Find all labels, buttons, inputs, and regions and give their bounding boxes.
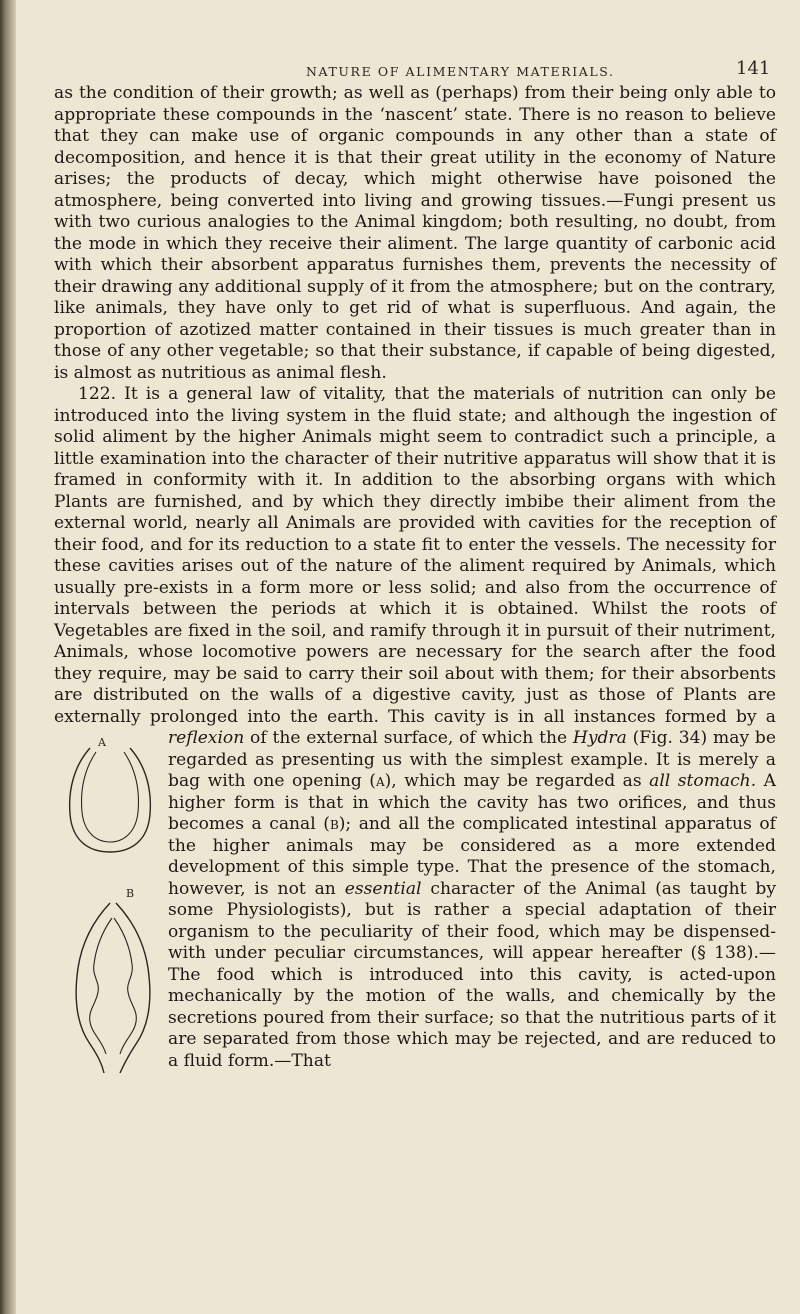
figure-illustration — [54, 728, 162, 1188]
figure-ref-a: a — [375, 771, 385, 791]
paragraph-text: character of the Animal (as taught by some Physiologists), but is rather a special adaptation of their organism to the peculiarity of their food, which may be dispensed-with under peculiar circumstances, will appear hereafter (§ 138).—The food which is introduced into this cavity, is acted-upon mechanically by the motion of the walls, and chemically by the secretions poured from their surface; so that the nutritious parts of it are separated from those which may be rejected, and are reduced to a fluid form.—That — [168, 878, 776, 1071]
paragraph-text: A higher form is that in which the cavity has two orifices, and thus becomes a canal ( — [168, 771, 776, 834]
paragraph-text: ); and all the complicated intestinal apparatus of the higher animals may be considered as a more extended development of this simple type. That the presence of the stomach, however, is not an — [168, 814, 776, 899]
paragraph-fungi: as the condition of their growth; as well as (perhaps) from their being only able to appropriate these compounds in the ‘nascent’ state. There is no reason to believe that they can make use of organic compounds in any other than a state of decomposition, and hence it is that their great utility in the economy of Nature arises; the products of decay, which might otherwise have poisoned the atmosphere, being converted into living and growing tissues.—Fungi present us with two curious analogies to the Animal kingdom; both resulting, no doubt, from the mode in which they receive their aliment. The large quantity of carbonic acid with which their absorbent apparatus furnishes them, prevents the necessity of their drawing any additional supply of it from the atmosphere; but on the contrary, like animals, they have only to get rid of what is superfluous. And again, the proportion of azotized matter contained in their tissues is much greater than in those of any other vegetable; so that their substance, if capable of being digested, is almost as nutritious as animal flesh. — [54, 83, 776, 383]
running-title: NATURE OF ALIMENTARY MATERIALS. — [306, 64, 615, 79]
paragraph-text: of the external surface, of which the — [244, 728, 573, 748]
emphasis-hydra: Hydra — [572, 728, 627, 748]
paragraph-text: (Fig. 34) may be regarded as presenting us with the simplest example. It is merely a bag with one opening ( — [168, 728, 776, 791]
hydra-stomach-diagram — [54, 728, 162, 1188]
page-number: 141 — [736, 58, 771, 79]
paragraph-text: 122. It is a general law of vitality, that the materials of nutrition can only be introduced into the living system in the fluid state; and although the ingestion of solid aliment by the higher Animals might seem to contradict such a principle, a little examination into the character of their nutritive apparatus will show that it is framed in conformity with it. In addition to the absorbing organs with which Plants are furnished, and by which they directly imbibe their aliment from the external world, nearly all Animals are provided with cavities for the reception of their food, and for its reduction to a state fit to enter the vessels. The necessity for these cavities arises out of the nature of the aliment required by Animals, which usually pre-exists in a form more or less solid; and also from the occurrence of intervals between the periods at which it is obtained. Whilst the roots of Vegetables are fixed in the soil, and ramify through it in pursuit of their nutriment, Animals, whose locomotive powers are necessary for the search after the food they require, may be said to carry their soil about with them; for their absorbents are distributed on the walls of a digestive cavity, just as those of Plants are externally prolonged into the earth. This cavity is in all instances formed by a — [54, 384, 776, 727]
figure-ref-b: b — [329, 814, 339, 834]
emphasis-essential: essential — [344, 878, 422, 899]
body-text — [54, 83, 776, 1188]
paragraph-text: ), which may be regarded as — [384, 771, 650, 791]
paragraph-122 — [54, 384, 776, 1072]
figure-label-a: A — [98, 736, 106, 749]
book-spine-edge — [0, 0, 16, 1314]
emphasis-all-stomach: all stomach. — [649, 771, 757, 791]
book-page — [16, 0, 800, 1314]
figure-label-b: B — [126, 887, 135, 900]
emphasis-reflexion: reflexion — [168, 728, 245, 748]
